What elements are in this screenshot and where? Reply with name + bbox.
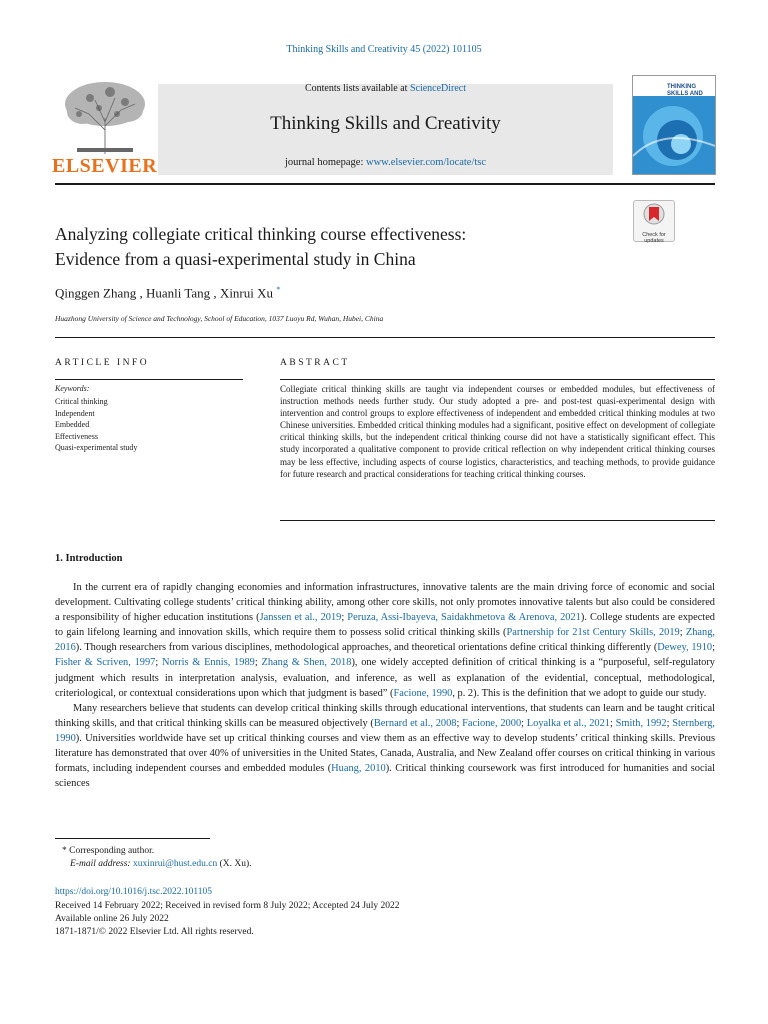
article-title [55,222,615,272]
keyword-item: Quasi-experimental study [55,443,138,452]
introduction-body [55,580,715,791]
body-text-run: ; [254,657,262,669]
body-text-run: , p. 2). This is the definition that we adopt to guide our study. [452,687,707,699]
citation-link[interactable]: Facione, 2000 [462,717,522,729]
cover-title: THINKING SKILLS AND [667,84,703,97]
journal-homepage: journal homepage: www.elsevier.com/locate/tsc [284,157,487,168]
available-online: Available online 26 July 2022 [55,914,169,924]
abstract-rule [280,379,715,380]
citation-link[interactable]: Sternberg, 1990 [55,717,716,744]
contents-line: Contents lists available at ScienceDirect [304,83,467,94]
body-text-run: ; [610,717,616,729]
corresponding-author-mark[interactable]: * [276,285,281,294]
citation-link[interactable]: Facione, 1990 [393,687,453,699]
citation-link[interactable]: Norris & Ennis, 1989 [161,657,255,669]
journal-cover-image [632,75,716,175]
abstract-heading: ABSTRACT [280,358,350,368]
corresponding-author-note: * Corresponding author. [62,846,155,856]
keyword-item: Independent [55,408,95,418]
paragraph-1 [55,580,715,701]
article-info-heading: ARTICLE INFO [55,358,150,368]
body-text-run: ). Universities worldwide have set up critical thinking courses and view them as an effective way to develop students’ critical thinking skills. Previous literature has demonstrated that over 40% of universities in the United States, Canada, Australia, and New Zealand offer courses on critical thinking in various formats, including independent courses and embedded modules ( [55,732,715,775]
paragraph-2 [55,701,715,792]
check-for-updates-badge[interactable] [633,200,675,242]
email-link[interactable]: xuxinrui@hust.edu.cn [132,859,218,869]
sciencedirect-link[interactable]: ScienceDirect [409,83,467,94]
body-text-run: ). Critical thinking coursework was first introduced for humanities and social sciences [55,763,715,790]
citation-link[interactable]: Bernard et al., 2008 [373,717,457,729]
abstract-bottom-rule [280,520,715,521]
citation-link[interactable]: Huang, 2010 [331,763,386,775]
keyword-list [55,396,137,454]
body-text-run: ; [679,627,686,639]
elsevier-wordmark: ELSEVIER [52,155,158,177]
citation-link[interactable]: Peruza, Assi-Ibayeva, Saidakhmetova & Arenova, 2021 [347,612,581,624]
running-head[interactable]: Thinking Skills and Creativity 45 (2022) 101105 [286,44,482,55]
article-info-rule [55,379,243,380]
homepage-link[interactable]: www.elsevier.com/locate/tsc [366,157,487,168]
body-text-run: ). College students are expected to gain lifelong learning and innovation skills, which require them to possess solid critical thinking skills ( [55,612,715,639]
header-rule [55,183,715,185]
received-dates: Received 14 February 2022; Received in revised form 8 July 2022; Accepted 24 July 2022 [55,901,400,911]
keywords-label: Keywords: [55,384,90,393]
body-text-run: ), one widely accepted definition of critical thinking is a “purposeful, self-regulatory judgment which results in interpretation analysis, evaluation, and inference, as well as explanation of the evidential, conceptual, methodological, criteriological, or contextual considerations upon which that judgment is based” ( [55,657,715,699]
citation-link[interactable]: Loyalka et al., 2021 [526,717,610,729]
section-rule [55,337,715,338]
copyright: 1871-1871/© 2022 Elsevier Ltd. All rights reserved. [55,927,254,937]
abstract-text: Collegiate critical thinking skills are taught via independent courses or embedded modules, but effectiveness of instruction methods needs further study. Our study adopted a pre- and post-test quasi-experimental design with intervention and control groups to explore effectiveness of independent and embedded critical thinking modules at two Chinese universities. Embedded critical thinking modules had a significant, positive effect on development of collegiate critical thinking skills, but the independent critical thinking course did not have a statistically significant effect. This study incorporated a qualitative component to provide critical reflection on why independent critical thinking courses may be less effective, including aspects of course logistics, characteristics, and teaching methods, to provide guidance for future research and practical considerations for teaching critical thinking courses. [280,384,715,479]
body-text-run: In the current era of rapidly changing economies and information infrastructures, innovative talents are the main driving force of economic and social development. Cultivating college students’ critical thinking ability, among other core skills, not only promotes innovative talents but also could be considered a responsibility of higher education institutions ( [55,582,715,624]
badge-label: Check for updates [642,232,666,244]
doi-link[interactable]: https://doi.org/10.1016/j.tsc.2022.101105 [55,887,213,897]
body-text-run: ; [712,642,715,654]
journal-title: Thinking Skills and Creativity [270,113,501,134]
author-list: Qinggen Zhang , Huanli Tang , Xinrui Xu * [55,285,281,301]
body-text-run: ; [456,717,463,729]
keyword-item: Embedded [55,420,90,429]
body-text-run: Many researchers believe that students can develop critical thinking skills through educational interventions, that students can learn and be taught critical thinking skills, and that critical thinking skills can be measured objectively ( [55,702,715,729]
citation-link[interactable]: Zhang & Shen, 2018 [261,657,352,669]
citation-link[interactable]: Janssen et al., 2019 [259,612,342,624]
footnote-rule [55,838,210,839]
citation-link[interactable]: Fisher & Scriven, 1997 [55,657,156,669]
keyword-item: Effectiveness [55,431,98,441]
citation-link[interactable]: Zhang, 2016 [55,627,715,654]
title-line-2: Evidence from a quasi-experimental study in China [55,249,416,269]
affiliation: Huazhong University of Science and Technology, School of Education, 1037 Luoyu Rd, Wuhan, Hubei, China [55,314,384,323]
body-text-run: ; [521,717,527,729]
citation-link[interactable]: Partnership for 21st Century Skills, 2019 [506,627,680,639]
body-text-run: ; [341,612,348,624]
body-text-run: ; [155,657,162,669]
citation-link[interactable]: Dewey, 1910 [657,642,713,654]
title-line-1: Analyzing collegiate critical thinking course effectiveness: [55,224,467,244]
body-text-run: ; [666,717,673,729]
body-text-run: ). Though researchers from various disciplines, methodological approaches, and theoretical orientations define critical thinking differently ( [75,642,658,654]
citation-link[interactable]: Smith, 1992 [615,717,667,729]
introduction-heading: 1. Introduction [55,553,123,564]
bookmark-icon [634,201,674,227]
keyword-item: Critical thinking [55,397,108,406]
email-note: E-mail address: xuxinrui@hust.edu.cn (X. Xu). [70,859,252,869]
